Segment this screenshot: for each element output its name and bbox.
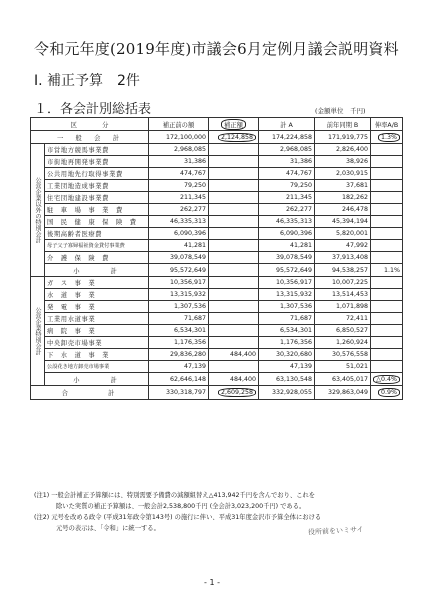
handwritten-annotation: 役所前をいミサイ xyxy=(307,525,364,537)
row-supplement xyxy=(209,192,259,204)
row-supplement xyxy=(209,289,259,301)
table-row xyxy=(31,168,403,180)
grand-total-supplement-value: 2,609,258 xyxy=(218,388,256,397)
table-row xyxy=(31,361,403,373)
row-prev: 47,992 xyxy=(315,240,371,252)
header-total: 計 A xyxy=(259,118,315,131)
header-supplement xyxy=(209,118,259,131)
row-name: 発 電 事 業 xyxy=(45,301,149,313)
row-total: 1,307,536 xyxy=(259,301,315,313)
row-before: 1,307,536 xyxy=(149,301,209,313)
general-account-label: 一 般 会 計 xyxy=(31,131,149,144)
row-total: 6,090,396 xyxy=(259,228,315,240)
header-prev: 前年同期 B xyxy=(315,118,371,131)
budget-summary-table xyxy=(30,117,403,400)
table-row xyxy=(31,192,403,204)
subtotal-rate xyxy=(371,373,403,386)
row-total: 39,078,549 xyxy=(259,252,315,264)
row-before: 6,090,396 xyxy=(149,228,209,240)
row-name: 工業団地造成事業費 xyxy=(45,180,149,192)
row-before: 46,335,313 xyxy=(149,216,209,228)
subtotal-label: 小 計 xyxy=(45,373,149,386)
subtotal-total: 63,130,548 xyxy=(259,373,315,386)
grand-total-supplement xyxy=(209,386,259,400)
table-row xyxy=(31,156,403,168)
row-before: 31,386 xyxy=(149,156,209,168)
row-supplement xyxy=(209,180,259,192)
grand-total-total: 332,928,055 xyxy=(259,386,315,400)
table-header-row xyxy=(31,118,403,131)
row-rate xyxy=(371,252,403,264)
row-prev: 5,820,001 xyxy=(315,228,371,240)
subtotal-label: 小 計 xyxy=(45,264,149,277)
row-before: 474,767 xyxy=(149,168,209,180)
row-supplement xyxy=(209,228,259,240)
row-total: 262,277 xyxy=(259,204,315,216)
row-supplement xyxy=(209,361,259,373)
row-supplement xyxy=(209,156,259,168)
subtotal-rate: 1.1% xyxy=(371,264,403,277)
subtotal-supplement: 484,400 xyxy=(209,373,259,386)
row-rate xyxy=(371,313,403,325)
row-prev: 72,411 xyxy=(315,313,371,325)
group2-label: 公営企業特別会計 xyxy=(31,277,45,386)
document-title: 令和元年度(2019年度)市議会6月定例月議会説明資料 xyxy=(34,40,399,58)
row-total: 13,315,932 xyxy=(259,289,315,301)
subtotal-prev: 94,538,257 xyxy=(315,264,371,277)
table-row xyxy=(31,349,403,361)
row-prev: 37,681 xyxy=(315,180,371,192)
row-name: 下 水 道 事 業 xyxy=(45,349,149,361)
row-supplement xyxy=(209,168,259,180)
row-prev: 2,826,400 xyxy=(315,144,371,156)
row-supplement xyxy=(209,216,259,228)
subsection-heading: １．各会計別総括表 xyxy=(34,102,152,117)
header-category: 区 分 xyxy=(31,118,149,131)
table-row xyxy=(31,216,403,228)
row-total: 41,281 xyxy=(259,240,315,252)
row-before: 2,968,085 xyxy=(149,144,209,156)
row-total: 30,320,680 xyxy=(259,349,315,361)
row-rate xyxy=(371,277,403,289)
row-total: 47,139 xyxy=(259,361,315,373)
row-rate xyxy=(371,325,403,337)
row-rate xyxy=(371,301,403,313)
row-before: 39,078,549 xyxy=(149,252,209,264)
row-rate xyxy=(371,240,403,252)
row-total: 474,767 xyxy=(259,168,315,180)
row-name: 後期高齢者医療費 xyxy=(45,228,149,240)
row-before: 41,281 xyxy=(149,240,209,252)
row-rate xyxy=(371,192,403,204)
row-supplement xyxy=(209,277,259,289)
group1-subtotal-row xyxy=(31,264,403,277)
subtotal-before: 62,646,148 xyxy=(149,373,209,386)
table-row xyxy=(31,277,403,289)
row-prev: 246,478 xyxy=(315,204,371,216)
row-supplement xyxy=(209,204,259,216)
table-row xyxy=(31,180,403,192)
row-prev: 10,007,225 xyxy=(315,277,371,289)
subtotal-rate-value: △0.4% xyxy=(373,375,400,384)
row-name: 工業用水道事業 xyxy=(45,313,149,325)
row-name: 介 護 保 険 費 xyxy=(45,252,149,264)
general-rate-value: 1.3% xyxy=(378,133,400,142)
grand-total-rate-value: 0.9% xyxy=(378,388,400,397)
page-number: - 1 - xyxy=(204,578,220,587)
table-row xyxy=(31,301,403,313)
row-rate xyxy=(371,144,403,156)
row-rate xyxy=(371,180,403,192)
row-rate xyxy=(371,204,403,216)
subtotal-total: 95,572,649 xyxy=(259,264,315,277)
row-before: 211,345 xyxy=(149,192,209,204)
group2-subtotal-row xyxy=(31,373,403,386)
header-supplement-label: 補正額 xyxy=(221,119,246,130)
row-prev: 1,071,898 xyxy=(315,301,371,313)
row-prev: 182,262 xyxy=(315,192,371,204)
group1-label: 公営企業以外の特別会計 xyxy=(31,144,45,277)
row-supplement xyxy=(209,240,259,252)
row-name: 母子父子寡婦福祉資金貸付事業費 xyxy=(45,240,149,252)
row-prev: 30,576,558 xyxy=(315,349,371,361)
row-before: 6,534,301 xyxy=(149,325,209,337)
row-total: 71,687 xyxy=(259,313,315,325)
note-1-line-2: 除いた実質の補正予算額は、一般会計2,538,800千円 (全会計3,023,200千円) である。 xyxy=(56,503,306,510)
row-supplement: 484,400 xyxy=(209,349,259,361)
general-prev: 171,919,775 xyxy=(315,131,371,144)
table-row xyxy=(31,289,403,301)
row-before: 29,836,280 xyxy=(149,349,209,361)
general-account-row xyxy=(31,131,403,144)
general-supplement xyxy=(209,131,259,144)
row-supplement xyxy=(209,325,259,337)
row-name: 公設花き地方卸売市場事業 xyxy=(45,361,149,373)
row-total: 6,534,301 xyxy=(259,325,315,337)
row-name: 中央卸売市場事業 xyxy=(45,337,149,349)
header-before: 補正前の額 xyxy=(149,118,209,131)
general-supplement-value: 2,124,858 xyxy=(218,133,256,142)
table-row xyxy=(31,337,403,349)
grand-total-rate xyxy=(371,386,403,400)
row-name: 駐 車 場 事 業 費 xyxy=(45,204,149,216)
general-total: 174,224,858 xyxy=(259,131,315,144)
grand-total-prev: 329,863,049 xyxy=(315,386,371,400)
row-supplement xyxy=(209,144,259,156)
table-row xyxy=(31,144,403,156)
row-before: 10,356,917 xyxy=(149,277,209,289)
note-1-line-1: (注1) 一般会計補正予算額には、特別需要予備費の減額組替え△413,942千円を含んでおり、これを xyxy=(34,492,316,499)
row-prev: 13,514,453 xyxy=(315,289,371,301)
general-before: 172,100,000 xyxy=(149,131,209,144)
row-before: 79,250 xyxy=(149,180,209,192)
row-rate xyxy=(371,361,403,373)
subtotal-before: 95,572,649 xyxy=(149,264,209,277)
general-rate xyxy=(371,131,403,144)
subtotal-prev: 63,405,017 xyxy=(315,373,371,386)
grand-total-label: 合 計 xyxy=(31,386,149,400)
grand-total-before: 330,318,797 xyxy=(149,386,209,400)
row-before: 71,687 xyxy=(149,313,209,325)
row-rate xyxy=(371,337,403,349)
row-before: 13,315,932 xyxy=(149,289,209,301)
table-row xyxy=(31,252,403,264)
row-before: 47,139 xyxy=(149,361,209,373)
row-total: 2,968,085 xyxy=(259,144,315,156)
row-before: 262,277 xyxy=(149,204,209,216)
row-total: 1,176,356 xyxy=(259,337,315,349)
row-name: 公共用地先行取得事業費 xyxy=(45,168,149,180)
grand-total-row xyxy=(31,386,403,400)
row-prev: 1,260,924 xyxy=(315,337,371,349)
header-rate: 伸率A/B xyxy=(371,118,403,131)
table-row xyxy=(31,240,403,252)
row-total: 10,356,917 xyxy=(259,277,315,289)
row-rate xyxy=(371,168,403,180)
row-rate xyxy=(371,228,403,240)
section-heading: Ⅰ. 補正予算 2件 xyxy=(34,73,140,89)
table-row xyxy=(31,204,403,216)
row-name: 市街地再開発事業費 xyxy=(45,156,149,168)
row-prev: 51,021 xyxy=(315,361,371,373)
row-supplement xyxy=(209,337,259,349)
row-prev: 6,850,527 xyxy=(315,325,371,337)
row-prev: 38,926 xyxy=(315,156,371,168)
row-rate xyxy=(371,289,403,301)
table-row xyxy=(31,228,403,240)
row-rate xyxy=(371,216,403,228)
row-supplement xyxy=(209,252,259,264)
row-supplement xyxy=(209,313,259,325)
row-prev: 2,030,915 xyxy=(315,168,371,180)
row-name: 住宅団地建設事業費 xyxy=(45,192,149,204)
table-row xyxy=(31,313,403,325)
row-rate xyxy=(371,349,403,361)
row-name: ガ ス 事 業 xyxy=(45,277,149,289)
row-name: 国 民 健 康 保 険 費 xyxy=(45,216,149,228)
amount-unit-label: (金額単位 千円) xyxy=(315,107,366,115)
row-name: 病 院 事 業 xyxy=(45,325,149,337)
row-prev: 45,394,194 xyxy=(315,216,371,228)
row-total: 211,345 xyxy=(259,192,315,204)
row-name: 市営地方競馬事業費 xyxy=(45,144,149,156)
row-total: 46,335,313 xyxy=(259,216,315,228)
table-row xyxy=(31,325,403,337)
note-2-line-2: 元号の表示は、「令和」に統一する。 xyxy=(56,525,160,532)
row-name: 水 道 事 業 xyxy=(45,289,149,301)
note-2-line-1: (注2) 元号を改める政令 (平成31年政令第143号) の施行に伴い、平成31年度金沢市予算全体における xyxy=(34,514,322,521)
row-supplement xyxy=(209,301,259,313)
row-total: 79,250 xyxy=(259,180,315,192)
row-rate xyxy=(371,156,403,168)
subtotal-supplement xyxy=(209,264,259,277)
row-prev: 37,913,408 xyxy=(315,252,371,264)
row-total: 31,386 xyxy=(259,156,315,168)
row-before: 1,176,356 xyxy=(149,337,209,349)
